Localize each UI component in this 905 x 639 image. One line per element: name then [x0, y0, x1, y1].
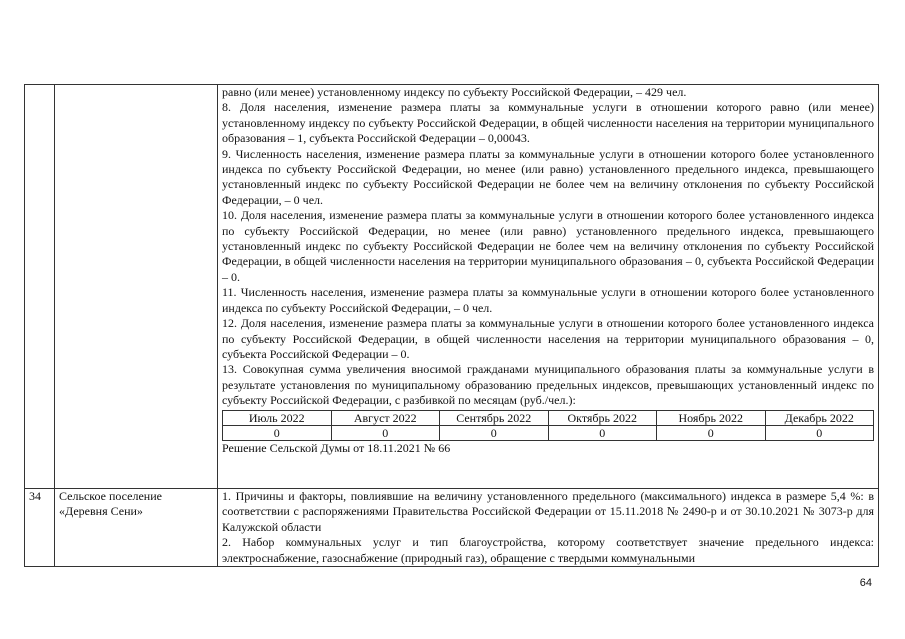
settlement-name-cell [55, 489, 218, 567]
settlement-name-line: «Деревня Сени» [59, 504, 143, 519]
paragraph: 8. Доля населения, изменение размера платы за коммунальные услуги в отношении которого равно (или менее) установленному индексу по субъекту Российской Федерации, в общей численности населения на территории муниципального образования – 1, субъекта Российской Федерации – 0,00043. [222, 100, 874, 146]
month-value: 0 [440, 425, 549, 440]
month-value-row [223, 425, 874, 440]
indicators-cell [218, 85, 879, 489]
paragraph: 13. Совокупная сумма увеличения вносимой гражданами муниципального образования платы за коммунальные услуги в результате установления по муниципальному образованию предельных индексов, превышающих установленный индекс по субъекту Российской Федерации, с разбивкой по месяцам (руб./чел.): [222, 362, 874, 408]
paragraph: 12. Доля населения, изменение размера платы за коммунальные услуги в отношении которого более установленного индекса по субъекту Российской Федерации, в общей численности населения на территории муниципального образования – 0, субъекта Российской Федерации – 0. [222, 316, 874, 361]
paragraph: 1. Причины и факторы, повлиявшие на величину установленного предельного (максимального) индекса в размере 5,4 %: в соответствии с распоряжениями Правительства Российской Федерации от 15.11.2018 № 2490-р и от 30.10.2021 № 3073-р для Калужской области [222, 489, 874, 534]
paragraph: 9. Численность населения, изменение размера платы за коммунальные услуги в отношении которого более установленного индекса по субъекту Российской Федерации, но менее (или равно) установленного предельного индекса, превышающего установленный индекс по субъекту Российской Федерации не более чем на величину отклонения по субъекту Российской Федерации, – 0 чел. [222, 146, 874, 207]
month-header-row [223, 410, 874, 425]
indicators-cell [218, 489, 879, 567]
month-value: 0 [223, 425, 332, 440]
month-value: 0 [548, 425, 657, 440]
month-value: 0 [657, 425, 766, 440]
paragraph: 11. Численность населения, изменение размера платы за коммунальные услуги в отношении которого более установленного индекса по субъекту Российской Федерации, – 0 чел. [222, 285, 874, 315]
row-number-cell [25, 85, 55, 489]
monthly-increase-table [222, 410, 874, 441]
paragraph: 2. Набор коммунальных услуг и тип благоустройства, которому соответствует значение предельного индекса: электроснабжение, газоснабжение (природный газ), обращение с твердыми коммунальными [222, 535, 874, 565]
decision-reference: Решение Сельской Думы от 18.11.2021 № 66 [222, 440, 451, 455]
paragraph: 10. Доля населения, изменение размера платы за коммунальные услуги в отношении которого более установленного индекса по субъекту Российской Федерации, но менее (или равно) установленного предельного индекса, превышающего установленный индекс по субъекту Российской Федерации не более чем на величину отклонения по субъекту Российской Федерации, в общей численности населения на территории муниципального образования – 0, субъекта Российской Федерации – 0. [222, 208, 874, 284]
month-header: Ноябрь 2022 [657, 410, 766, 425]
month-header: Сентябрь 2022 [440, 410, 549, 425]
settlement-name-cell [55, 85, 218, 489]
month-value: 0 [765, 425, 874, 440]
content-table [24, 84, 879, 567]
month-header: Август 2022 [331, 410, 440, 425]
row-number-cell: 34 [25, 489, 55, 567]
month-header: Октябрь 2022 [548, 410, 657, 425]
paragraph: равно (или менее) установленному индексу по субъекту Российской Федерации, – 429 чел. [222, 85, 687, 99]
settlement-name-line: Сельское поселение [59, 489, 162, 503]
month-header: Июль 2022 [223, 410, 332, 425]
month-header: Декабрь 2022 [765, 410, 874, 425]
table-row-continued [25, 85, 879, 489]
page-number: 64 [859, 577, 872, 589]
month-value: 0 [331, 425, 440, 440]
table-row-34 [25, 489, 879, 567]
